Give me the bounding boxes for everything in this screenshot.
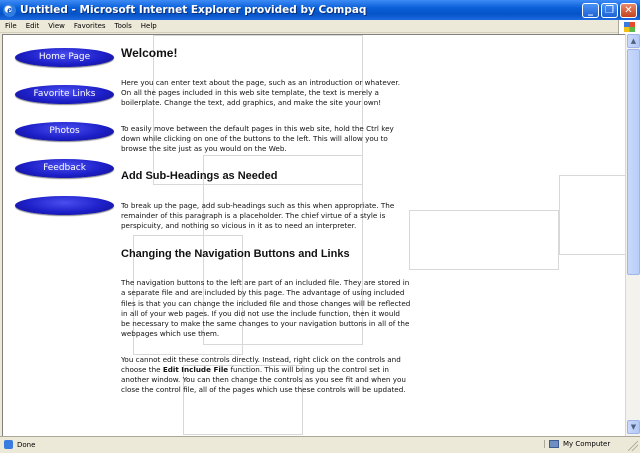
title-bar[interactable] [0, 0, 640, 20]
resize-grip-icon[interactable] [628, 441, 638, 451]
close-button[interactable]: ✕ [620, 3, 637, 18]
navigation-paragraph-1: The navigation buttons to the left are part of an included file. They are stored in a separate file and are included by this page. The advantage of using included files is that you can change the included file and those changes will be reflected in all of your web pages. If you did not use the include function, then it would be necessary to make the same changes to your navigation buttons in all of the webpages which use them. [121, 278, 411, 339]
status-zone [544, 440, 610, 448]
menu-tools[interactable]: Tools [114, 22, 132, 30]
nav-photos-button[interactable]: Photos [15, 122, 114, 141]
zone-text: My Computer [563, 440, 611, 448]
layout-guide [409, 210, 559, 270]
navigation-paragraph-2-start: You cannot edit these controls directly. Instead, right click on the controls and choose the [121, 354, 401, 374]
main-content [121, 45, 411, 410]
scroll-up-button[interactable]: ▲ [627, 34, 640, 48]
window-title: Untitled - Microsoft Internet Explorer provided by Compaq [20, 4, 367, 16]
my-computer-icon [549, 440, 559, 448]
menu-bar [0, 20, 640, 33]
scroll-thumb[interactable] [627, 49, 640, 275]
welcome-paragraph-1: Here you can enter text about the page, such as an introduction or whatever. On all the pages included in this web site template, the text is merely a boilerplate. Change the text, add graphics, and make the site your own! [121, 78, 400, 108]
windows-flag-icon [624, 22, 635, 32]
nav-blank-button[interactable] [15, 196, 114, 215]
status-bar [0, 436, 640, 453]
layout-guide [559, 175, 625, 255]
subheadings-heading: Add Sub-Headings as Needed [121, 170, 278, 183]
maximize-button[interactable]: ❐ [601, 3, 618, 18]
internet-explorer-icon: e [3, 4, 16, 17]
navigation-heading: Changing the Navigation Buttons and Links [121, 247, 350, 260]
vertical-scrollbar[interactable] [625, 34, 640, 436]
windows-logo [618, 20, 640, 34]
nav-favorite-links-button[interactable]: Favorite Links [15, 85, 114, 104]
menu-favorites[interactable]: Favorites [73, 22, 106, 30]
status-text: Done [17, 440, 36, 449]
menu-file[interactable]: File [5, 22, 17, 30]
subheadings-paragraph: To break up the page, add sub-headings such as this when appropriate. The remainder of this paragraph is a placeholder. The chief virtue of a style is perspicuity, and nothing so vicious in it as to need an interpreter. [121, 200, 395, 231]
navigation-paragraph-2-end: function. This will bring up the control set in another window. You can then change the controls as you see fit and when you close the control file, all of the pages which use these controls will be updated. [121, 364, 406, 395]
nav-home-button[interactable]: Home Page [15, 48, 114, 67]
status-left [4, 440, 35, 449]
nav-feedback-button[interactable]: Feedback [15, 159, 114, 178]
scroll-down-button[interactable]: ▼ [627, 420, 640, 434]
menu-view[interactable]: View [48, 22, 65, 30]
page-viewport [2, 34, 625, 436]
welcome-paragraph-2: To easily move between the default pages in this web site, hold the Ctrl key down while clicking on one of the buttons to the left. This will allow you to browse the site just as you would on the Web. [121, 123, 394, 154]
menu-help[interactable]: Help [140, 22, 157, 30]
menu-edit[interactable]: Edit [25, 22, 40, 30]
navigation-paragraph-2 [121, 355, 411, 396]
minimize-button[interactable]: _ [582, 3, 599, 18]
welcome-heading: Welcome! [121, 46, 178, 60]
page-icon [4, 440, 13, 449]
edit-include-file-text: Edit Include File [162, 364, 229, 374]
